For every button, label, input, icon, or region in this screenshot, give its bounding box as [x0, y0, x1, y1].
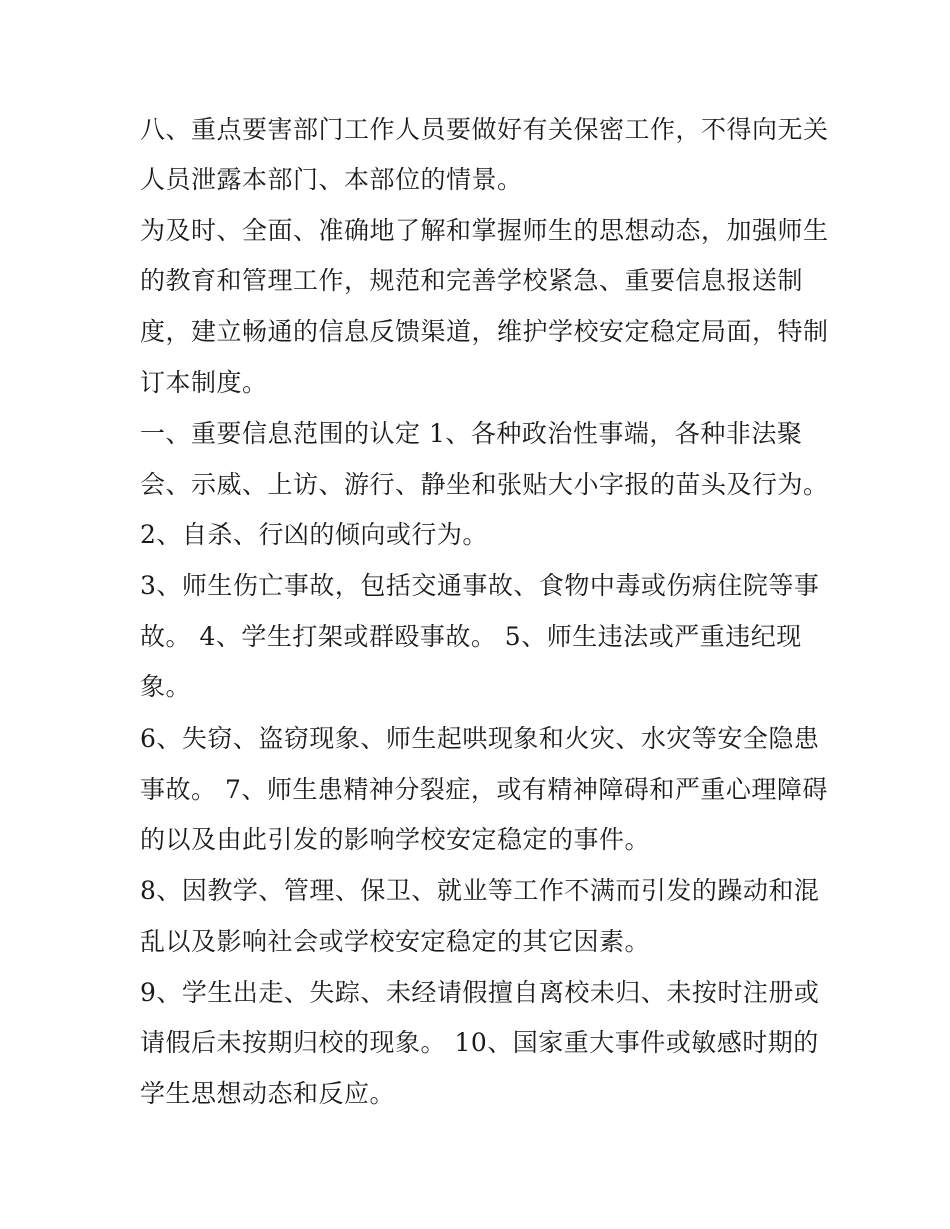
text-line: 象。	[140, 672, 192, 701]
text-line: 6、失窃、盗窃现象、师生起哄现象和火灾、水灾等安全隐患	[140, 724, 820, 753]
text-line: 3、师生伤亡事故，包括交通事故、食物中毒或伤病住院等事	[140, 571, 820, 600]
text-line: 乱以及影响社会或学校安定稳定的其它因素。	[140, 927, 651, 956]
text-line: 的教育和管理工作，规范和完善学校紧急、重要信息报送制	[140, 266, 804, 295]
text-line: 为及时、全面、准确地了解和掌握师生的思想动态，加强师生	[140, 216, 829, 245]
text-line: 8、因教学、管理、保卫、就业等工作不满而引发的躁动和混	[140, 876, 820, 905]
text-line: 2、自杀、行凶的倾向或行为。	[140, 520, 488, 549]
text-line: 的以及由此引发的影响学校安定稳定的事件。	[140, 825, 651, 854]
text-line: 人员泄露本部门、本部位的情景。	[140, 165, 523, 194]
text-line: 事故。 7、师生患精神分裂症，或有精神障碍和严重心理障碍	[140, 775, 828, 804]
text-line: 订本制度。	[140, 368, 268, 397]
text-line: 八、重点要害部门工作人员要做好有关保密工作，不得向无关	[140, 115, 829, 144]
text-line: 学生思想动态和反应。	[140, 1079, 396, 1108]
text-line: 度，建立畅通的信息反馈渠道，维护学校安定稳定局面，特制	[140, 317, 829, 346]
text-line: 一、重要信息范围的认定 1、各种政治性事端，各种非法聚	[140, 419, 803, 448]
text-line: 故。 4、学生打架或群殴事故。 5、师生违法或严重违纪现	[140, 622, 802, 651]
text-line: 会、示威、上访、游行、静坐和张贴大小字报的苗头及行为。	[140, 470, 829, 499]
text-line: 9、学生出走、失踪、未经请假擅自离校未归、未按时注册或	[140, 978, 820, 1007]
text-line: 请假后未按期归校的现象。 10、国家重大事件或敏感时期的	[140, 1028, 819, 1057]
